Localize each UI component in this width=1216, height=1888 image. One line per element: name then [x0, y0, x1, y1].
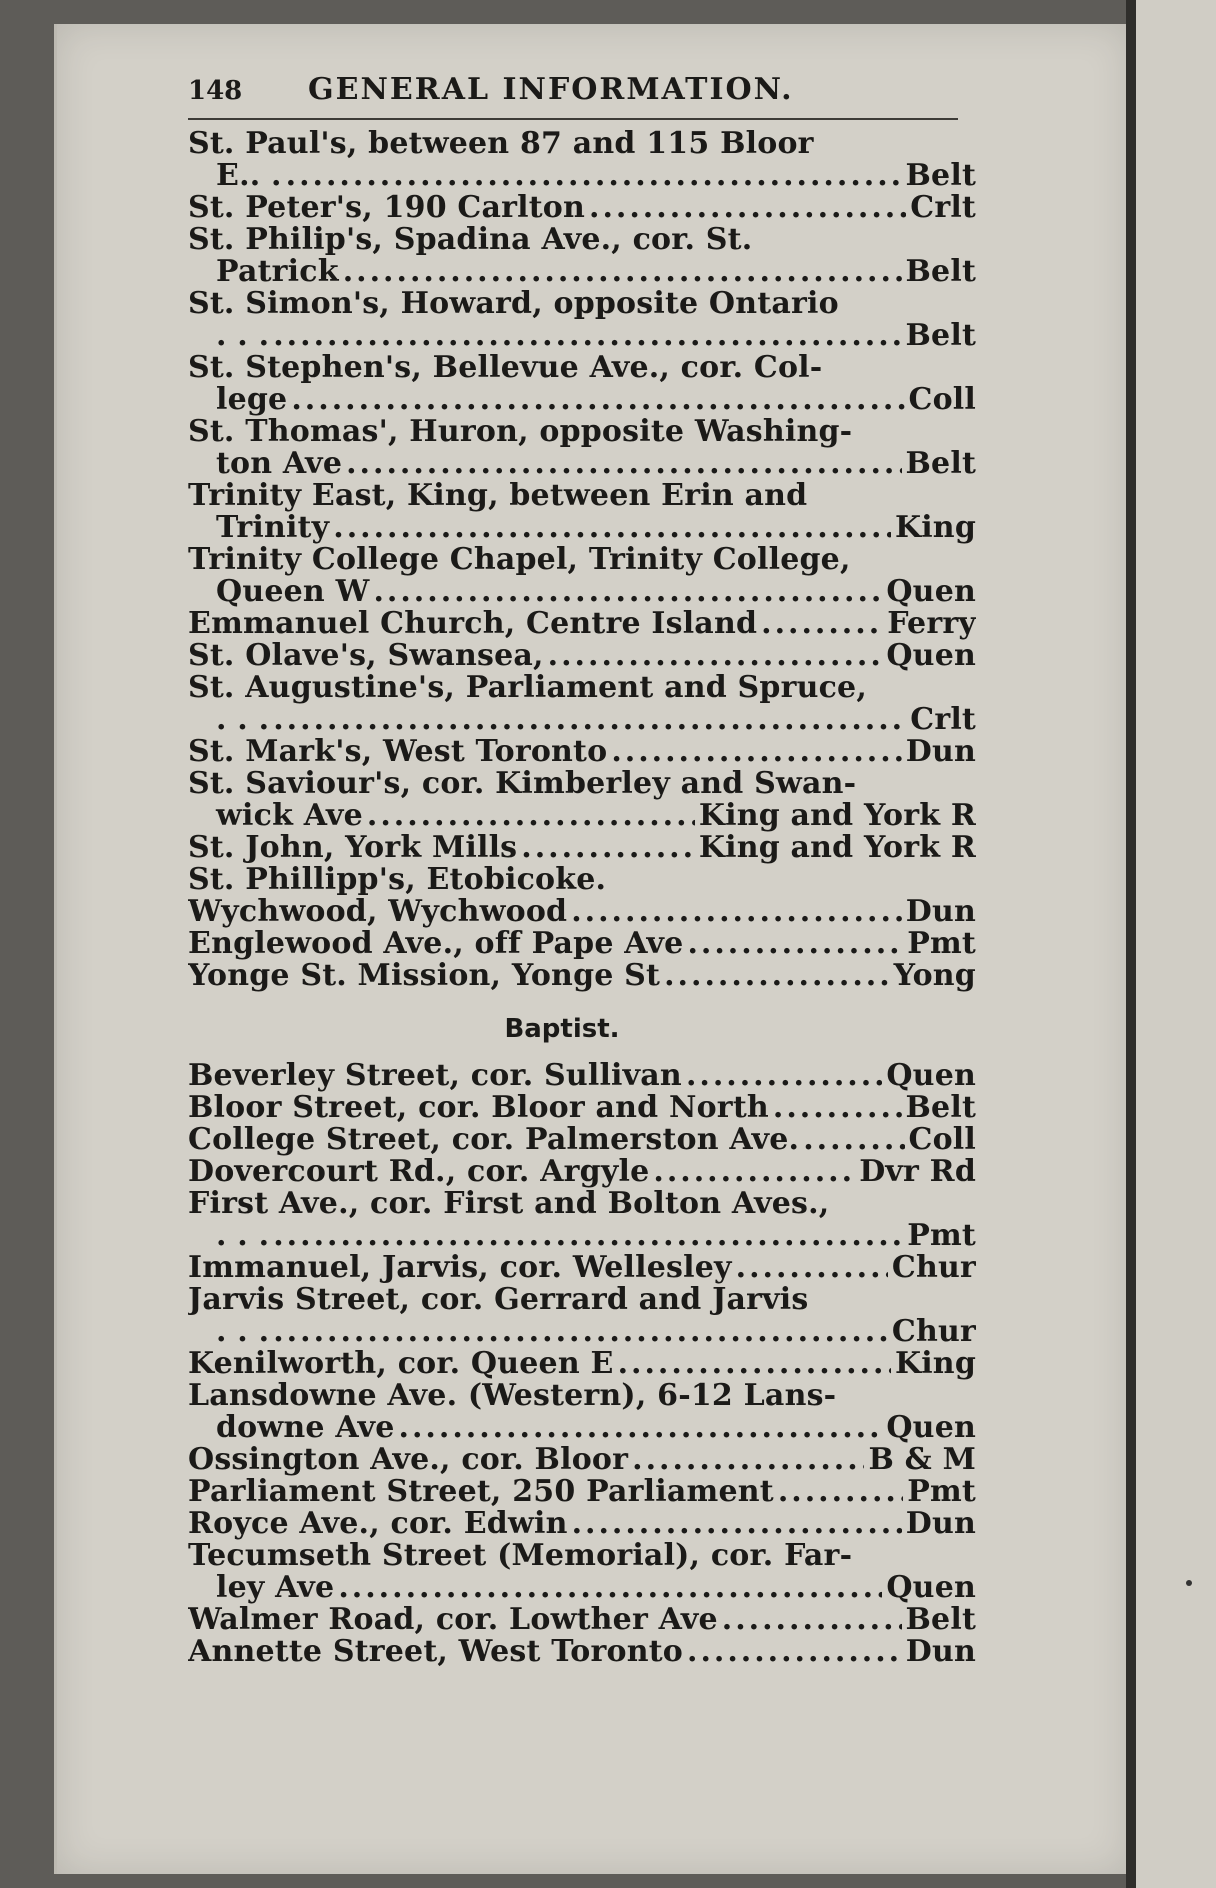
next-page-edge — [1126, 0, 1216, 1888]
entry-line — [188, 704, 976, 736]
directory-entry — [188, 1508, 976, 1540]
entry-line: Tecumseth Street (Memorial), cor. Far- — [188, 1540, 853, 1572]
district-abbreviation: B & M — [868, 1444, 976, 1476]
directory-entry — [188, 736, 976, 768]
leader-dots — [548, 640, 883, 672]
district-abbreviation: Pmt — [907, 1220, 976, 1252]
leader-dots — [722, 1604, 902, 1636]
directory-entry — [188, 960, 976, 992]
directory-entry — [188, 192, 976, 224]
directory-entry — [188, 128, 976, 192]
church-list-baptist — [188, 1060, 976, 1668]
leader-dots — [572, 1508, 902, 1540]
district-abbreviation: Dun — [905, 1636, 976, 1668]
entry-text: Englewood Ave., off Pape Ave — [188, 928, 684, 960]
entry-line — [188, 1316, 976, 1348]
leader-dots — [761, 608, 883, 640]
leader-dots — [611, 736, 901, 768]
district-abbreviation: Quen — [886, 1412, 976, 1444]
entry-line: St. Simon's, Howard, opposite Ontario — [188, 288, 839, 320]
leader-dots — [736, 1252, 888, 1284]
leader-dots — [618, 1348, 891, 1380]
leader-dots — [687, 1636, 902, 1668]
leader-dots — [399, 1412, 883, 1444]
entry-line — [188, 1508, 976, 1540]
district-abbreviation: Quen — [886, 1572, 976, 1604]
district-abbreviation: Dun — [905, 736, 976, 768]
entry-line — [188, 1092, 976, 1124]
leader-dots — [286, 160, 902, 192]
district-abbreviation: Dvr Rd — [859, 1156, 976, 1188]
directory-entry — [188, 832, 976, 864]
district-abbreviation: Chur — [891, 1316, 976, 1348]
entry-line — [188, 960, 976, 992]
entry-line: St. Augustine's, Parliament and Spruce, — [188, 672, 867, 704]
directory-entry — [188, 928, 976, 960]
page-header — [188, 72, 976, 116]
entry-line: Lansdowne Ave. (Western), 6-12 Lans- — [188, 1380, 837, 1412]
district-abbreviation: King and York R — [698, 832, 976, 864]
district-abbreviation: Coll — [908, 384, 976, 416]
entry-text: ley Ave — [216, 1572, 335, 1604]
entry-line — [188, 1220, 976, 1252]
leader-dots — [273, 1316, 888, 1348]
directory-entry — [188, 1444, 976, 1476]
entry-line: St. Saviour's, cor. Kimberley and Swan- — [188, 768, 857, 800]
entry-text: St. Olave's, Swansea, — [188, 640, 544, 672]
entry-line: St. Stephen's, Bellevue Ave., cor. Col- — [188, 352, 823, 384]
directory-entry — [188, 288, 976, 352]
directory-entry — [188, 1348, 976, 1380]
directory-entry — [188, 1188, 976, 1252]
entry-line — [188, 1636, 976, 1668]
leader-dots — [571, 896, 902, 928]
district-abbreviation: King — [894, 512, 976, 544]
leader-dots — [373, 576, 882, 608]
entry-text: . . . — [216, 1220, 270, 1252]
entry-line: Trinity East, King, between Erin and — [188, 480, 808, 512]
leader-dots — [273, 320, 901, 352]
entry-text: Patrick — [216, 256, 339, 288]
entry-text: Parliament Street, 250 Parliament — [188, 1476, 774, 1508]
leader-dots — [291, 384, 904, 416]
leader-dots — [589, 192, 906, 224]
entry-line — [188, 896, 976, 928]
directory-entry — [188, 352, 976, 416]
entry-text: St. John, York Mills — [188, 832, 518, 864]
entry-line — [188, 1444, 976, 1476]
entry-text: Royce Ave., cor. Edwin — [188, 1508, 568, 1540]
directory-entry — [188, 1380, 976, 1444]
directory-entry — [188, 768, 976, 832]
entry-line — [188, 1060, 976, 1092]
entry-text: Kenilworth, cor. Queen E — [188, 1348, 614, 1380]
district-abbreviation: Belt — [905, 320, 976, 352]
entry-text: E.. . — [216, 160, 282, 192]
running-head: GENERAL INFORMATION. — [308, 72, 794, 107]
entry-line — [188, 192, 976, 224]
leader-dots — [664, 960, 889, 992]
leader-dots — [687, 928, 903, 960]
entry-line: St. Philip's, Spadina Ave., cor. St. — [188, 224, 753, 256]
leader-dots — [346, 448, 901, 480]
district-abbreviation: Belt — [905, 1092, 976, 1124]
directory-entry — [188, 544, 976, 608]
district-abbreviation: Quen — [886, 1060, 976, 1092]
leader-dots — [686, 1060, 882, 1092]
directory-entry — [188, 672, 976, 736]
entry-line — [188, 1476, 976, 1508]
directory-entry — [188, 896, 976, 928]
entry-text: St. Peter's, 190 Carlton — [188, 192, 586, 224]
entry-text: Annette Street, West Toronto — [188, 1636, 683, 1668]
entry-text: Queen W — [216, 576, 370, 608]
leader-dots — [273, 704, 906, 736]
directory-entry — [188, 864, 976, 896]
entry-line: St. Paul's, between 87 and 115 Bloor — [188, 128, 814, 160]
entry-text: Wychwood, Wychwood — [188, 896, 568, 928]
district-abbreviation: Belt — [905, 448, 976, 480]
leader-dots — [333, 512, 891, 544]
directory-entry — [188, 1156, 976, 1188]
entry-text: Yonge St. Mission, Yonge St — [188, 960, 661, 992]
leader-dots — [273, 1220, 903, 1252]
leader-dots — [338, 1572, 882, 1604]
district-abbreviation: Dun — [905, 896, 976, 928]
entry-line — [188, 1156, 976, 1188]
district-abbreviation: Crlt — [910, 192, 976, 224]
entry-text: Beverley Street, cor. Sullivan — [188, 1060, 682, 1092]
entry-text: Emmanuel Church, Centre Island — [188, 608, 758, 640]
page-number: 148 — [188, 76, 243, 106]
directory-entry — [188, 1124, 976, 1156]
directory-entry — [188, 1060, 976, 1092]
district-abbreviation: Chur — [891, 1252, 976, 1284]
directory-entry — [188, 480, 976, 544]
district-abbreviation: Belt — [905, 160, 976, 192]
entry-line — [188, 384, 976, 416]
leader-dots — [773, 1092, 902, 1124]
entry-text: St. Mark's, West Toronto — [188, 736, 608, 768]
leader-dots — [367, 800, 695, 832]
directory-entry — [188, 1252, 976, 1284]
entry-text: wick Ave — [216, 800, 363, 832]
district-abbreviation: Pmt — [907, 928, 976, 960]
section-heading-baptist: Baptist. — [504, 1014, 620, 1044]
leader-dots — [803, 1124, 904, 1156]
entry-text: . . . — [216, 1316, 270, 1348]
entry-text: . . . — [216, 320, 270, 352]
entry-line — [188, 1124, 976, 1156]
entry-line — [188, 512, 976, 544]
entry-text: lege — [216, 384, 288, 416]
entry-line — [188, 1412, 976, 1444]
ink-speck — [1186, 1580, 1192, 1586]
entry-line — [188, 1604, 976, 1636]
entry-text: College Street, cor. Palmerston Ave. — [188, 1124, 800, 1156]
entry-line — [188, 160, 976, 192]
directory-entry — [188, 1636, 976, 1668]
entry-text: Walmer Road, cor. Lowther Ave — [188, 1604, 718, 1636]
leader-dots — [653, 1156, 855, 1188]
entry-line — [188, 320, 976, 352]
district-abbreviation: Belt — [905, 1604, 976, 1636]
district-abbreviation: Crlt — [910, 704, 976, 736]
district-abbreviation: King — [894, 1348, 976, 1380]
directory-entry — [188, 640, 976, 672]
leader-dots — [521, 832, 695, 864]
district-abbreviation: Belt — [905, 256, 976, 288]
directory-entry — [188, 608, 976, 640]
directory-entry — [188, 416, 976, 480]
entry-line — [188, 736, 976, 768]
entry-text: downe Ave — [216, 1412, 395, 1444]
entry-line: Jarvis Street, cor. Gerrard and Jarvis — [188, 1284, 809, 1316]
district-abbreviation: Yong — [893, 960, 976, 992]
district-abbreviation: Dun — [905, 1508, 976, 1540]
entry-line: St. Phillipp's, Etobicoke. — [188, 864, 607, 896]
entry-line: St. Thomas', Huron, opposite Washing- — [188, 416, 853, 448]
entry-line — [188, 256, 976, 288]
entry-text: Trinity — [216, 512, 330, 544]
entry-line: Trinity College Chapel, Trinity College, — [188, 544, 851, 576]
district-abbreviation: Coll — [908, 1124, 976, 1156]
entry-line — [188, 928, 976, 960]
district-abbreviation: Pmt — [907, 1476, 976, 1508]
directory-entry — [188, 224, 976, 288]
directory-entry — [188, 1540, 976, 1604]
entry-text: Ossington Ave., cor. Bloor — [188, 1444, 629, 1476]
entry-line — [188, 1572, 976, 1604]
entry-line: First Ave., cor. First and Bolton Aves., — [188, 1188, 830, 1220]
entry-line — [188, 800, 976, 832]
entry-text: Dovercourt Rd., cor. Argyle — [188, 1156, 650, 1188]
leader-dots — [632, 1444, 864, 1476]
entry-line — [188, 1348, 976, 1380]
church-list-anglican — [188, 128, 976, 992]
entry-line — [188, 832, 976, 864]
entry-line — [188, 608, 976, 640]
leader-dots — [343, 256, 902, 288]
leader-dots — [778, 1476, 903, 1508]
entry-text: Bloor Street, cor. Bloor and North — [188, 1092, 769, 1124]
entry-line — [188, 640, 976, 672]
entry-line — [188, 1252, 976, 1284]
page-content — [188, 72, 976, 1668]
district-abbreviation: Quen — [886, 576, 976, 608]
directory-entry — [188, 1092, 976, 1124]
district-abbreviation: Ferry — [887, 608, 976, 640]
directory-entry — [188, 1476, 976, 1508]
directory-entry — [188, 1604, 976, 1636]
entry-text: Immanuel, Jarvis, cor. Wellesley — [188, 1252, 732, 1284]
header-rule — [188, 118, 958, 120]
district-abbreviation: King and York R — [698, 800, 976, 832]
directory-entry — [188, 1284, 976, 1348]
entry-line — [188, 448, 976, 480]
entry-text: . . . — [216, 704, 270, 736]
entry-line — [188, 576, 976, 608]
entry-text: ton Ave — [216, 448, 343, 480]
district-abbreviation: Quen — [886, 640, 976, 672]
